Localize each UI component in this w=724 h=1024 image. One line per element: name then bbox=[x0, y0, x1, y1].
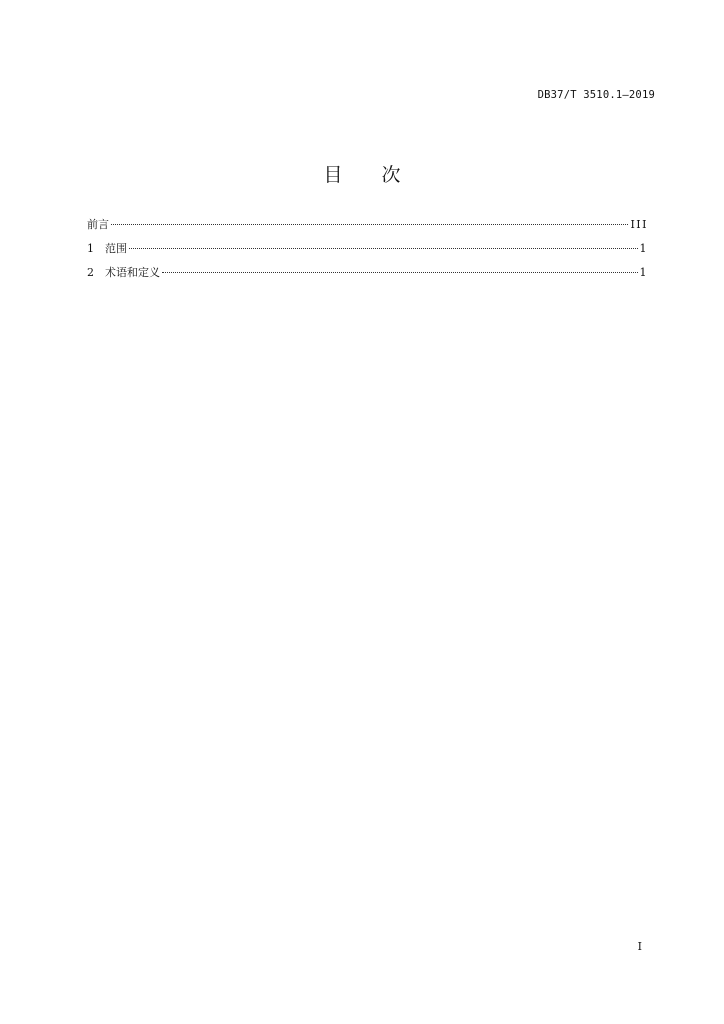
toc-entry-label: 术语和定义 bbox=[105, 266, 160, 279]
toc-entry-number: 1 bbox=[87, 242, 94, 255]
page-number: I bbox=[637, 940, 642, 953]
toc-title-char-1: 目 bbox=[323, 164, 343, 186]
toc-entry-foreword[interactable] bbox=[87, 216, 648, 240]
toc-entry-page: III bbox=[630, 218, 648, 231]
toc-entry-label: 范围 bbox=[105, 242, 127, 255]
toc-entry-label: 前言 bbox=[87, 218, 109, 231]
toc-leader-dots bbox=[129, 248, 638, 249]
toc-leader-dots bbox=[162, 272, 638, 273]
toc-leader-dots bbox=[111, 224, 628, 225]
toc-entry-scope[interactable] bbox=[87, 240, 648, 264]
toc-entry-page: 1 bbox=[639, 266, 648, 279]
toc-entry-number: 2 bbox=[87, 266, 94, 279]
table-of-contents bbox=[87, 216, 648, 288]
toc-entry-page: 1 bbox=[639, 242, 648, 255]
toc-title-char-2: 次 bbox=[381, 164, 401, 186]
toc-title bbox=[0, 160, 724, 187]
toc-entry-terms-definitions[interactable] bbox=[87, 264, 648, 288]
document-code: DB37/T 3510.1—2019 bbox=[537, 89, 655, 101]
